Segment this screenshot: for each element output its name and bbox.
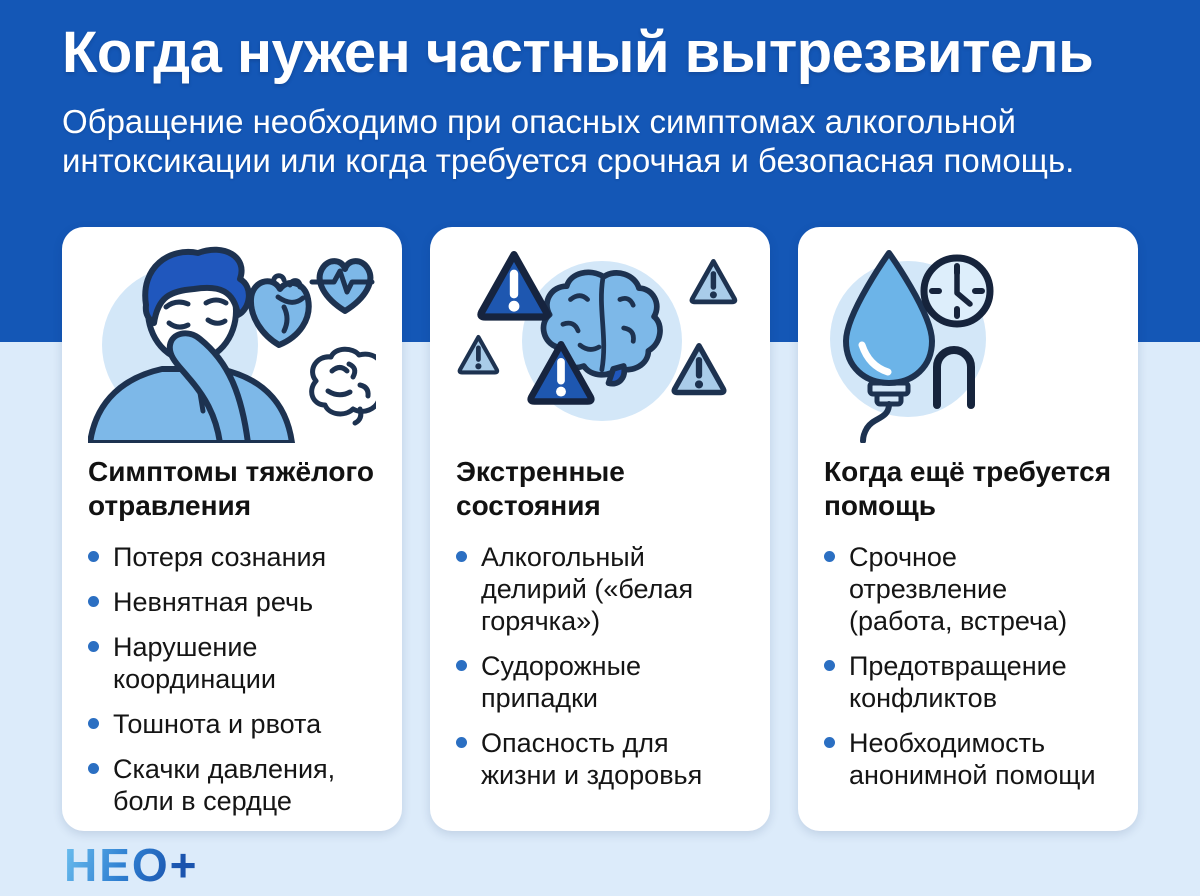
list-item (456, 541, 744, 637)
list-item-text: Судорожные припадки (481, 651, 641, 713)
bullet-dot (88, 596, 99, 607)
list-item (456, 727, 744, 791)
bullet-dot (88, 551, 99, 562)
list-item-text: Нарушение координации (113, 632, 276, 694)
list-item (824, 541, 1112, 637)
list-item-text: Необходимость анонимной помощи (849, 728, 1096, 790)
bullet-dot (456, 660, 467, 671)
warning-triangle-icon (481, 255, 547, 317)
list-item (824, 727, 1112, 791)
other-help-illustration (824, 243, 1112, 443)
list-item (88, 541, 376, 573)
illustration-emergency (456, 243, 744, 443)
list-item-text: Предотвращение конфликтов (849, 651, 1067, 713)
list-item (88, 708, 376, 740)
card-title: Симптомы тяжёлого отравления (88, 456, 374, 521)
list-item (456, 650, 744, 714)
page-subtitle: Обращение необходимо при опасных симптомах алкогольной интоксикации или когда требуется срочная и безопасная помощь. (62, 103, 1075, 179)
list-item (88, 631, 376, 695)
list-item-text: Срочное отрезвление (работа, встреча) (849, 542, 1068, 636)
illustration-symptoms (88, 243, 376, 443)
list-item-text: Скачки давления, боли в сердце (113, 754, 336, 816)
bullet-dot (88, 641, 99, 652)
list-item (824, 650, 1112, 714)
symptoms-illustration (88, 243, 376, 443)
warning-triangle-icon (460, 337, 497, 372)
bullet-dot (456, 551, 467, 562)
list-item-text: Тошнота и рвота (113, 709, 322, 739)
anatomical-heart-icon (251, 276, 309, 345)
header (62, 18, 1142, 180)
emergency-illustration (456, 243, 744, 443)
list-item-text: Невнятная речь (113, 587, 314, 617)
bullet-dot (824, 551, 835, 562)
heartbeat-heart-icon (312, 261, 372, 311)
brain-icon (312, 349, 376, 423)
illustration-other-help (824, 243, 1112, 443)
card-other-help (798, 227, 1138, 831)
bullet-dot (824, 660, 835, 671)
list-item (88, 586, 376, 618)
list-item-text: Алкогольный делирий («белая горячка») (481, 542, 694, 636)
bullet-dot (456, 737, 467, 748)
neo-plus-logo: НЕО+ (64, 839, 199, 891)
clock-icon (924, 258, 990, 324)
bullet-dot (88, 763, 99, 774)
card-severe-poisoning (62, 227, 402, 831)
card-title: Когда ещё требуется помощь (824, 456, 1112, 521)
card-list (88, 541, 376, 817)
card-title: Экстренные состояния (456, 456, 625, 521)
list-item-text: Опасность для жизни и здоровья (481, 728, 703, 790)
list-item-text: Потеря сознания (113, 542, 327, 572)
bullet-dot (824, 737, 835, 748)
card-list (456, 541, 744, 791)
page-title: Когда нужен частный вытрезвитель (62, 20, 1094, 85)
cards-row (62, 227, 1138, 831)
list-item (88, 753, 376, 817)
bullet-dot (88, 718, 99, 729)
warning-triangle-icon (692, 261, 735, 302)
warning-triangle-icon (674, 346, 724, 393)
card-list (824, 541, 1112, 791)
card-emergency-states (430, 227, 770, 831)
